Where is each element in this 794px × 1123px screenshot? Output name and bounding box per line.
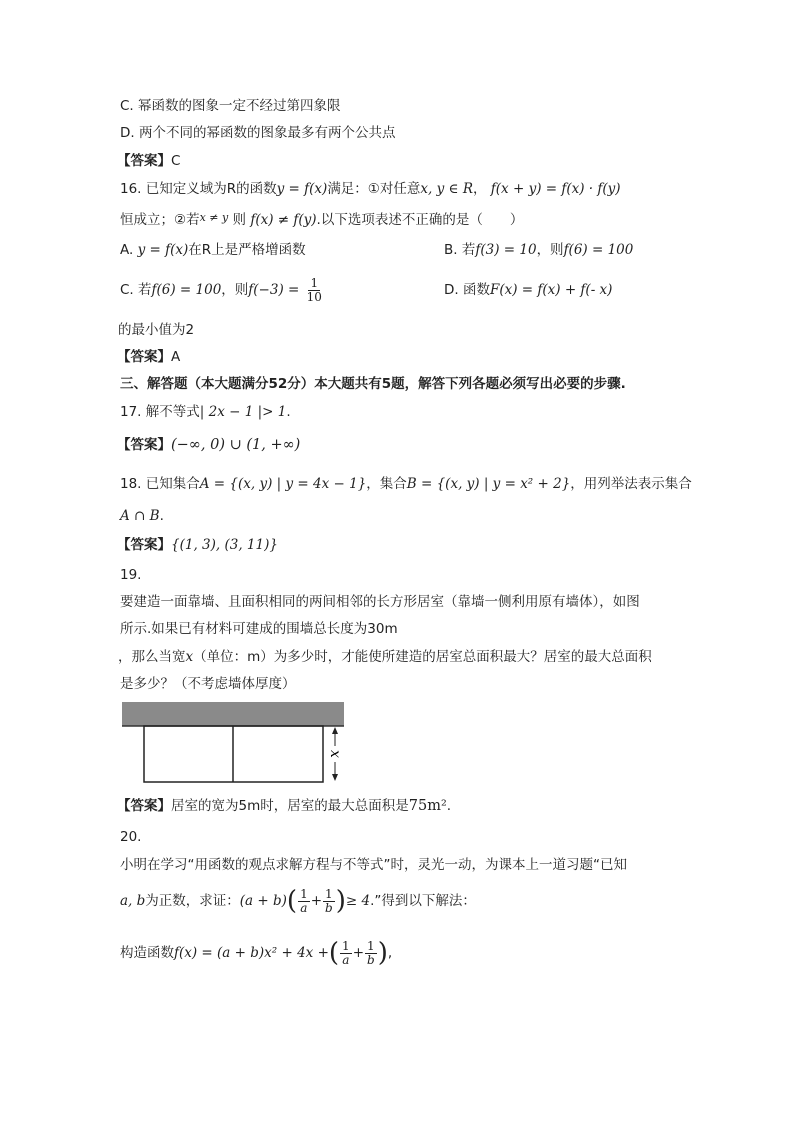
- answer-text: 居室的宽为5m时，居室的最大总面积是: [171, 798, 409, 814]
- plus-sign: +: [310, 893, 323, 909]
- q18-stem-end: .: [159, 508, 164, 524]
- q16-option-c: [120, 272, 325, 308]
- fraction-numerator: 1: [342, 938, 350, 953]
- fraction-denominator: b: [367, 952, 375, 967]
- q19-line3-prefix: ，那么当宽: [118, 649, 186, 665]
- q20-line3: [120, 933, 392, 973]
- q20-function-expr: f(x) = (a + b)x² + 4x +: [174, 945, 329, 961]
- option-expr: f(6) = 100: [563, 242, 634, 258]
- option-expr: f(−3) =: [248, 282, 300, 298]
- q18-answer: [117, 535, 278, 555]
- answer-end: .: [446, 798, 452, 814]
- option-mid: ，则: [221, 282, 249, 298]
- q15-option-c: C. 幂函数的图象一定不经过第四象限: [120, 98, 341, 114]
- q20-line3-prefix: 构造函数: [120, 945, 174, 961]
- fraction-numerator: 1: [300, 886, 308, 901]
- q15-option-d: D. 两个不同的幂函数的图象最多有两个公共点: [120, 125, 396, 141]
- answer-tag: 【答案】: [117, 437, 171, 453]
- q16-stem2-prefix: 恒成立；②若: [120, 212, 200, 228]
- answer-tag: 【答案】: [117, 153, 171, 169]
- fraction-denominator: a: [300, 900, 308, 915]
- q16-condition-expr: x ≠ y: [199, 211, 229, 224]
- room-diagram: [122, 702, 346, 786]
- q17-answer: [117, 435, 300, 455]
- paren-open: (: [328, 938, 340, 968]
- answer-tag: 【答案】: [117, 798, 171, 814]
- q16-comma: ，: [473, 181, 491, 197]
- q18-intersection-expr: A ∩ B: [120, 508, 160, 524]
- q17-inequality-expr: | 2x − 1 |> 1: [199, 404, 287, 420]
- paren-close: ): [377, 938, 388, 968]
- q19-line2: [120, 619, 398, 639]
- option-mid: ，则: [536, 242, 564, 258]
- answer-value: {(1, 3), (3, 11)}: [171, 537, 278, 553]
- q19-length-value: 30m: [367, 621, 398, 637]
- q20-vars: a, b: [120, 893, 146, 909]
- fraction-numerator: 1: [310, 275, 319, 290]
- dimension-label-x: x: [327, 750, 343, 758]
- fraction: [298, 888, 310, 915]
- fraction: [305, 277, 324, 304]
- q18-stem-suffix: ，用列举法表示集合: [570, 476, 692, 492]
- q19-answer: [117, 796, 451, 816]
- q16-answer: [117, 347, 180, 367]
- option-expr: f(3) = 10: [475, 242, 537, 258]
- plus-sign: +: [352, 945, 364, 961]
- q20-inequality: ≥ 4: [345, 893, 371, 909]
- q17-stem-end: .: [286, 404, 291, 420]
- q16-stem-line2: [120, 208, 523, 230]
- q16-stem-prefix: 16. 已知定义域为R的函数: [120, 181, 277, 197]
- q16-vars-expr: x, y ∈ R: [420, 181, 473, 197]
- q19-line4: 是多少？（不考虑墙体厚度）: [120, 676, 296, 692]
- q19-line3: [118, 647, 652, 667]
- option-expr: y = f(x): [137, 242, 189, 258]
- q19-line2-prefix: 所示.如果已有材料可建成的围墙总长度为: [120, 621, 368, 637]
- fraction: [323, 888, 335, 915]
- dimension-arrow-top: [332, 727, 338, 734]
- paren-open: (: [286, 886, 298, 916]
- q18-stem-line1: [120, 474, 692, 494]
- q20-line1: 小明在学习“用函数的观点求解方程与不等式”时，灵光一动，为课本上一道习题“已知: [120, 857, 627, 873]
- q19-width-var: x: [185, 649, 194, 665]
- q16-stem-line1: [120, 179, 621, 199]
- q20-line2-suffix: .”得到以下解法：: [370, 893, 476, 909]
- fraction-denominator: b: [325, 900, 333, 915]
- q16-option-a: [120, 240, 306, 260]
- q20-line2: [120, 882, 476, 920]
- q18-stem-prefix: 18. 已知集合: [120, 476, 200, 492]
- answer-value: A: [171, 349, 181, 365]
- q16-option-d: [444, 280, 612, 300]
- fraction-numerator: 1: [367, 938, 375, 953]
- answer-value: (−∞, 0) ∪ (1, +∞): [171, 437, 301, 453]
- q16-function-expr: y = f(x): [276, 181, 328, 197]
- q16-then: 则: [228, 212, 251, 228]
- paren-close: ): [335, 886, 346, 916]
- option-label: B. 若: [444, 242, 476, 258]
- q16-option-b: [444, 240, 633, 260]
- q20-expr-left: (a + b): [239, 893, 287, 909]
- q18-set-b: B = {(x, y) | y = x² + 2}: [406, 476, 571, 492]
- q20-line2-text: 为正数，求证：: [145, 893, 240, 909]
- q19-number: 19.: [120, 567, 142, 583]
- option-label: C. 若: [120, 282, 152, 298]
- answer-tag: 【答案】: [117, 349, 171, 365]
- option-text: 在R上是严格增函数: [188, 242, 306, 258]
- q18-set-a: A = {(x, y) | y = 4x − 1}: [199, 476, 367, 492]
- section-heading: 三、解答题（本大题满分52分）本大题共有5题，解答下列各题必须写出必要的步骤.: [120, 376, 626, 392]
- fraction-denominator: 10: [306, 289, 322, 304]
- q19-line3-suffix: （单位：m）为多少时，才能使所建造的居室总面积最大？居室的最大总面积: [193, 649, 652, 665]
- option-expr: F(x) = f(x) + f(- x): [489, 282, 613, 298]
- fraction: [365, 940, 377, 967]
- option-label: A.: [120, 242, 134, 258]
- q17-stem: [120, 402, 291, 422]
- fraction-denominator: a: [342, 952, 350, 967]
- q19-line1: 要建造一面靠墙、且面积相同的两间相邻的长方形居室（靠墙一侧利用原有墙体），如图: [120, 594, 640, 610]
- q18-stem-line2: [120, 506, 164, 526]
- dimension-arrow-bottom: [332, 774, 338, 781]
- q20-number: 20.: [120, 829, 142, 845]
- q17-stem-text: 17. 解不等式: [120, 404, 200, 420]
- q16-functional-eq: f(x + y) = f(x) · f(y): [490, 181, 621, 197]
- answer-value: 75m²: [408, 798, 447, 814]
- q15-answer: [117, 151, 180, 171]
- q18-stem-mid: ，集合: [366, 476, 407, 492]
- q16-stem-mid: 满足：①对任意: [327, 181, 421, 197]
- answer-value: C: [171, 153, 181, 169]
- fraction-numerator: 1: [325, 886, 333, 901]
- q20-line3-end: ,: [387, 945, 393, 961]
- q16-inequality-expr: f(x) ≠ f(y): [250, 212, 317, 228]
- wall-block: [122, 702, 344, 726]
- option-label: D. 函数: [444, 282, 490, 298]
- answer-tag: 【答案】: [117, 537, 171, 553]
- q16-stem2-suffix: .以下选项表述不正确的是（ ）: [316, 212, 524, 228]
- option-expr: f(6) = 100: [151, 282, 222, 298]
- q16-option-d-continued: 的最小值为2: [118, 322, 195, 338]
- fraction: [340, 940, 352, 967]
